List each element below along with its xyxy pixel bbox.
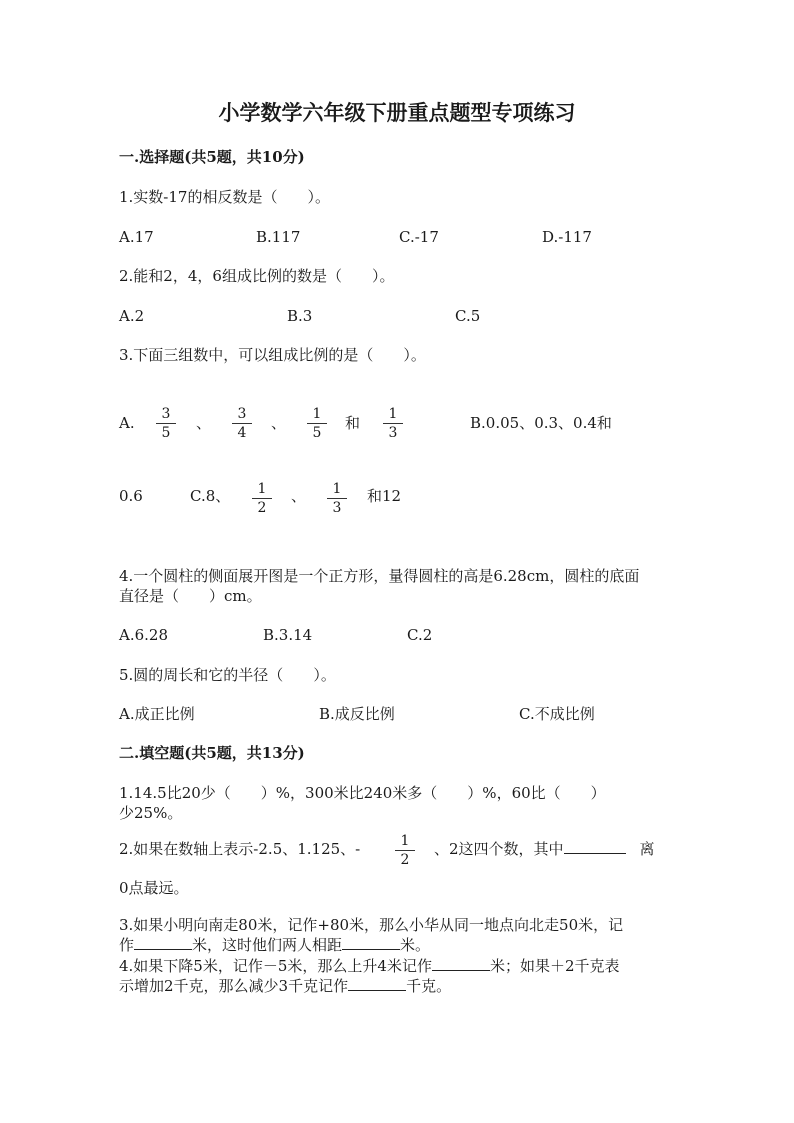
option-b: B.成反比例 xyxy=(319,705,395,723)
option-b-continued: 0.6 xyxy=(119,487,143,505)
fill-question-2-line-2: 0点最远。 xyxy=(119,879,189,897)
separator: 、 xyxy=(291,487,307,505)
option-c: C.2 xyxy=(407,626,433,644)
option-b: B.3.14 xyxy=(263,626,313,644)
fraction-denominator: 2 xyxy=(257,500,267,516)
fill-question-3-text-b: 米，这时他们两人相距 xyxy=(192,936,343,954)
option-c: C.-17 xyxy=(399,228,439,246)
fraction-numerator: 1 xyxy=(383,406,403,424)
question-3-text: 3.下面三组数中，可以组成比例的是（ ）。 xyxy=(119,346,426,364)
fraction xyxy=(156,406,176,442)
fill-question-3-text-a: 作 xyxy=(119,936,135,954)
fill-question-4-text-a: 4.如果下降5米，记作－5米，那么上升4米记作 xyxy=(119,957,432,975)
fill-question-4-text-b: 米；如果＋2千克表 xyxy=(489,957,620,975)
question-4-line-1: 4.一个圆柱的侧面展开图是一个正方形，量得圆柱的高是6.28cm，圆柱的底面 xyxy=(119,567,640,585)
fill-question-4-text-c: 示增加2千克，那么减少3千克记作 xyxy=(119,977,349,995)
fill-question-4-line-1 xyxy=(119,956,620,976)
answer-blank[interactable] xyxy=(564,839,626,854)
fraction-denominator: 5 xyxy=(312,425,322,441)
fill-question-2-post: 、2这四个数，其中 xyxy=(434,840,564,858)
fill-question-2-text: 2.如果在数轴上表示-2.5、1.125、- xyxy=(119,840,361,858)
fill-question-1-line-2: 少25%。 xyxy=(119,804,183,822)
option-c-end: 和12 xyxy=(367,487,402,505)
fill-question-4-line-2 xyxy=(119,976,451,996)
fraction-numerator: 3 xyxy=(156,406,176,424)
fill-question-1-line-1: 1.14.5比20少（ ）%，300米比240米多（ ）%，60比（ ） xyxy=(119,784,606,802)
option-c: C.5 xyxy=(455,307,481,325)
question-1-text: 1.实数-17的相反数是（ ）。 xyxy=(119,188,330,206)
fraction-numerator: 1 xyxy=(395,833,415,851)
fill-question-3-line-2 xyxy=(119,935,430,955)
fraction-numerator: 3 xyxy=(232,406,252,424)
answer-blank[interactable] xyxy=(134,935,192,950)
fill-question-3-text-c: 米。 xyxy=(400,936,431,954)
fraction xyxy=(383,406,403,442)
answer-blank[interactable] xyxy=(432,956,490,971)
fraction xyxy=(327,481,347,517)
fill-question-3-line-1: 3.如果小明向南走80米，记作+80米，那么小华从同一地点向北走50米，记 xyxy=(119,916,624,934)
option-a-label: A. xyxy=(119,414,135,432)
fraction xyxy=(395,833,415,869)
option-b: B.117 xyxy=(256,228,301,246)
fraction-denominator: 3 xyxy=(332,500,342,516)
fraction-denominator: 5 xyxy=(161,425,171,441)
question-2-text: 2.能和2，4，6组成比例的数是（ ）。 xyxy=(119,267,395,285)
answer-blank[interactable] xyxy=(342,935,400,950)
question-5-text: 5.圆的周长和它的半径（ ）。 xyxy=(119,666,336,684)
fraction xyxy=(252,481,272,517)
fraction xyxy=(232,406,252,442)
option-c: C.不成比例 xyxy=(519,705,595,723)
fill-question-2-text-cont xyxy=(434,839,655,859)
option-a: A.6.28 xyxy=(119,626,168,644)
option-a: A.成正比例 xyxy=(119,705,195,723)
fraction-denominator: 2 xyxy=(400,852,410,868)
fraction-numerator: 1 xyxy=(252,481,272,499)
fill-question-2-end: 离 xyxy=(639,840,655,858)
page-title: 小学数学六年级下册重点题型专项练习 xyxy=(218,100,576,125)
question-4-line-2: 直径是（ ）cm。 xyxy=(119,587,262,605)
option-b: B.3 xyxy=(287,307,313,325)
fraction-numerator: 1 xyxy=(307,406,327,424)
fraction-denominator: 4 xyxy=(237,425,247,441)
fill-question-4-text-d: 千克。 xyxy=(406,977,452,995)
option-a: A.2 xyxy=(119,307,145,325)
option-a: A.17 xyxy=(119,228,154,246)
fraction xyxy=(307,406,327,442)
fraction-numerator: 1 xyxy=(327,481,347,499)
option-b: B.0.05、0.3、0.4和 xyxy=(470,414,612,432)
option-c-label: C.8、 xyxy=(190,487,231,505)
section-heading-choice: 一.选择题(共5题，共10分) xyxy=(119,148,305,166)
separator: 、 xyxy=(271,414,287,432)
fraction-denominator: 3 xyxy=(388,425,398,441)
separator: 、 xyxy=(196,414,212,432)
answer-blank[interactable] xyxy=(348,976,406,991)
option-d: D.-117 xyxy=(542,228,592,246)
section-heading-fill: 二.填空题(共5题，共13分) xyxy=(119,744,305,762)
and-word: 和 xyxy=(345,414,361,432)
